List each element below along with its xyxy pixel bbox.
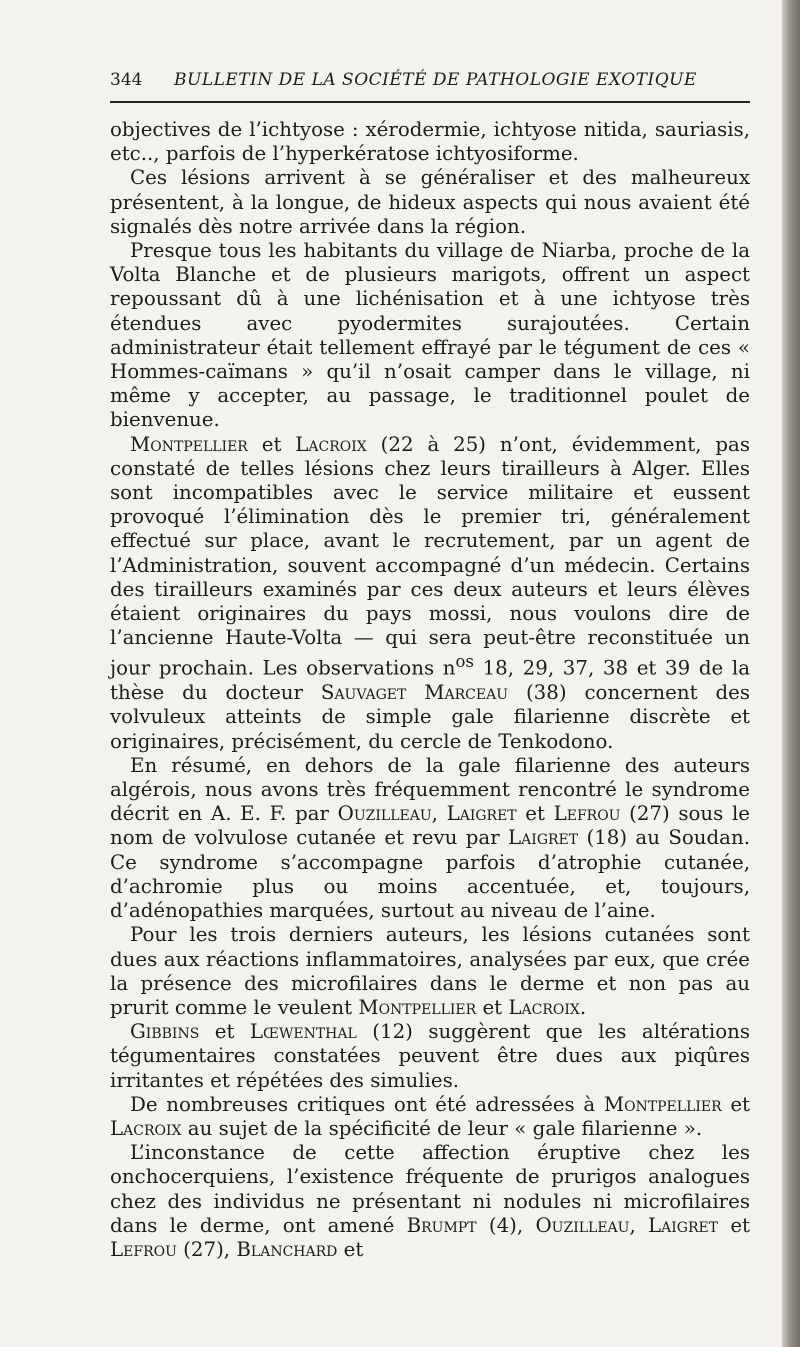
text-run: et (721, 1092, 750, 1116)
paragraph-9 (110, 1141, 750, 1262)
author-name: Laigret (648, 1213, 719, 1237)
author-name: Lefrou (553, 802, 621, 826)
author-name: Lacroix (295, 432, 367, 456)
superscript: os (455, 652, 474, 672)
text-run: De nombreuses critiques ont été adressées à (130, 1092, 604, 1116)
author-name: Lefrou (110, 1237, 177, 1261)
paragraph-text: objectives de l’ichtyose : xérodermie, ichtyose nitida, sauriasis, etc.., parfois de l’hyperkératose ichtyosiforme. (110, 118, 750, 166)
body-text (110, 118, 750, 1262)
header-rule (110, 101, 750, 103)
author-name: Laigret (508, 826, 579, 850)
author-name: Brumpt (406, 1213, 477, 1237)
text-run: Pour les trois derniers auteurs, les lésions cutanées sont dues aux réactions inflammatoires, analysées par eux, que crée la présence des microfilaires dans le derme et non pas au prurit comme le veulent (110, 923, 750, 1019)
author-name: Blanchard (236, 1237, 338, 1261)
text-run: (12) suggèrent que les altérations tégumentaires constatées peuvent être dues aux piqûres irritantes et répétées des simulies. (110, 1020, 751, 1092)
text-run: L’inconstance de cette affection éruptive chez les onchocerquiens, l’existence fréquente de prurigos analogues chez des individus ne présentant ni nodules ni microfilaires dans le derme, ont amené (110, 1141, 750, 1237)
author-name: Sauvaget Marceau (320, 681, 509, 705)
author-name: Lacroix (508, 995, 580, 1019)
text-run: et (199, 1020, 250, 1044)
paragraph-text: Ces lésions arrivent à se généraliser et des malheureux présentent, à la longue, de hideux aspects qui nous avaient été signalés dès notre arrivée dans la région. (110, 166, 750, 238)
text-run: et (516, 802, 554, 826)
paragraph-1 (110, 118, 750, 166)
paragraph-3 (110, 239, 750, 433)
page-edge-shadow (782, 0, 800, 1347)
text-run: (38) concernent des volvuleux atteints de simple gale filarienne discrète et originaires, précisément, du cercle de Tenkodono. (110, 681, 750, 753)
author-name: Lacroix (110, 1116, 182, 1140)
author-name: Montpellier (130, 432, 248, 456)
text-run: En résumé, en dehors de la gale filarienne des auteurs algérois, nous avons très fréquemment rencontré le syndrome décrit en A. E. F. par (110, 753, 750, 826)
author-name: Lœwenthal (249, 1020, 357, 1044)
text-run: (27), (176, 1237, 237, 1261)
text-run: et (337, 1237, 364, 1261)
author-name: Gibbins (130, 1020, 200, 1044)
text-run: , (629, 1213, 649, 1237)
paragraph-4 (110, 433, 750, 754)
text-run: (4), (476, 1213, 536, 1237)
text-run: et (718, 1213, 751, 1237)
paragraph-2 (110, 166, 750, 239)
author-name: Laigret (446, 802, 517, 826)
paragraph-5 (110, 754, 750, 923)
author-name: Ouzilleau (337, 802, 432, 826)
text-run: et (247, 432, 296, 456)
running-header (110, 70, 750, 96)
author-name: Montpellier (603, 1092, 722, 1116)
paragraph-text: Presque tous les habitants du village de Niarba, proche de la Volta Blanche et de plusieurs marigots, offrent un aspect repoussant dû à une lichénisation et à une ichtyose très étendues avec pyodermites surajoutées. Certain administrateur était tellement effrayé par le tégument de ces « Hommes-caïmans » qu’il n’osait camper dans le village, ni même y accepter, au passage, le traditionnel poulet de bienvenue. (110, 239, 750, 432)
page-number: 344 (110, 70, 143, 90)
author-name: Ouzilleau (535, 1213, 630, 1237)
text-run: . (579, 995, 587, 1019)
author-name: Montpellier (358, 995, 477, 1019)
text-run: (22 à 25) n’ont, évidemment, pas constaté de telles lésions chez leurs tirailleurs à Alger. Elles sont incompatibles avec le service militaire et eussent provoqué l’élimination dès le premier tri, généralement effectué sur place, avant le recrutement, par un agent de l’Administration, souvent accompagné d’un médecin. Certains des tirailleurs examinés par ces deux auteurs et leurs élèves étaient originaires du pays mossi, nous voulons dire de l’ancienne Haute-Volta — qui sera peut-être reconstituée un jour prochain. Les observations n (110, 432, 750, 681)
paragraph-8 (110, 1093, 750, 1141)
text-run: 18, 29, 37, 38 et 39 de la thèse du docteur (110, 657, 750, 705)
paragraph-6 (110, 923, 750, 1020)
text-run: (27) sous le nom de volvulose cutanée et revu par (110, 802, 751, 850)
text-run: au sujet de la spécificité de leur « gale filarienne ». (181, 1116, 703, 1140)
running-title: BULLETIN DE LA SOCIÉTÉ DE PATHOLOGIE EXOTIQUE (174, 70, 697, 90)
text-run: (18) au Soudan. Ce syndrome s’accompagne parfois d’atrophie cutanée, d’achromie plus ou moins accentuée, et, toujours, d’adénopathies marquées, surtout au niveau de l’aine. (110, 826, 750, 923)
text-run: et (476, 995, 509, 1019)
paragraph-7 (110, 1020, 750, 1093)
text-run: , (431, 802, 447, 826)
